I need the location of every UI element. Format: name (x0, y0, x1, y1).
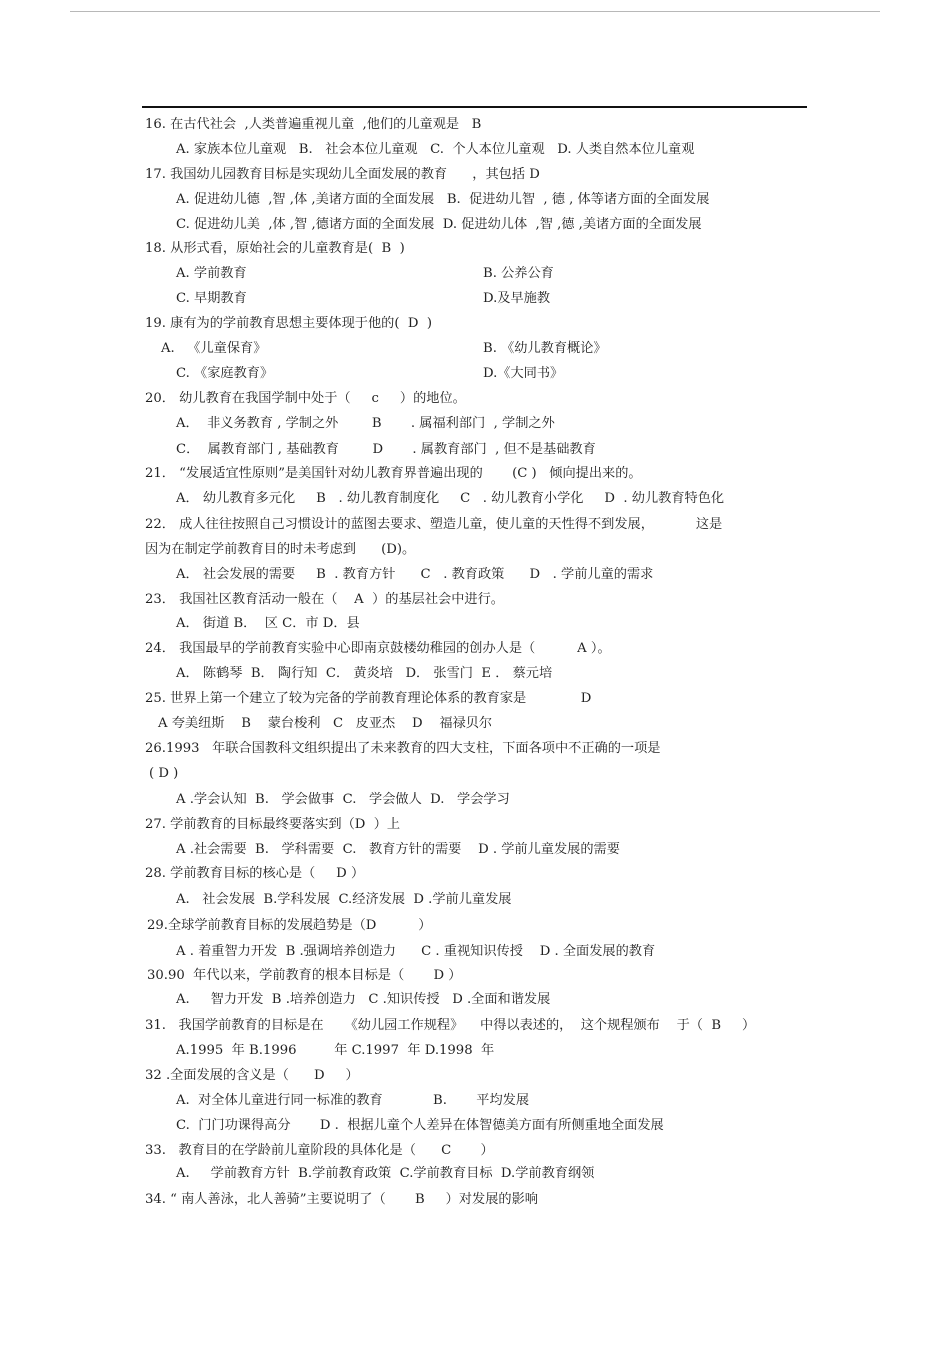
answer-options: A． 陈鹤琴 B． 陶行知 C． 黄炎培 D． 张雪门 E ． 蔡元培 (176, 666, 553, 681)
answer-options: A. 智力开发 B .培养创造力 C .知识传授 D .全面和谐发展 (176, 992, 551, 1007)
option-a: A. 学前教育 (176, 266, 247, 281)
question-stem: 21． “发展适宜性原则”是美国针对幼儿教育界普遍出现的 (C ) 倾向提出来的。 (145, 466, 642, 481)
answer-options: A . 着重智力开发 B .强调培养创造力 C . 重视知识传授 D . 全面发展的教育 (176, 944, 656, 959)
answer-options: A. 对全体儿童进行同一标准的教育 B. 平均发展 (176, 1093, 530, 1108)
content-top-rule (142, 106, 807, 108)
answer-options: A .社会需要 B. 学科需要 C. 教育方针的需要 D . 学前儿童发展的需要 (176, 842, 620, 857)
answer-options: C． 属教育部门 , 基础教育 D . 属教育部门 , 但不是基础教育 (176, 442, 596, 457)
question-stem: 16. 在古代社会 ,人类普遍重视儿童 ,他们的儿童观是 B (145, 117, 482, 132)
option-b: B. 《幼儿教育概论》 (483, 341, 607, 356)
question-stem: 26.1993 年联合国教科文组织提出了未来教育的四大支柱，下面各项中不正确的一项是 (145, 741, 661, 756)
option-d: D.及早施教 (483, 291, 551, 306)
answer-options: A. 家族本位儿童观 B. 社会本位儿童观 C. 个人本位儿童观 D. 人类自然本位儿童观 (176, 142, 695, 157)
answer-options: C. 门门功课得高分 D . 根据儿童个人差异在体智德美方面有所侧重地全面发展 (176, 1118, 664, 1133)
answer-options: A． 社会发展的需要 B . 教育方针 C . 教育政策 D . 学前儿童的需求 (176, 567, 654, 582)
answer-options: A. 促进幼儿德 ,智 ,体 ,美诸方面的全面发展 B. 促进幼儿智 , 德 , 体等诸方面的全面发展 (176, 192, 710, 207)
question-stem: 34. “ 南人善泳，北人善骑”主要说明了（ B ）对发展的影响 (145, 1192, 538, 1207)
answer-options: A． 幼儿教育多元化 B . 幼儿教育制度化 C . 幼儿教育小学化 D . 幼儿教育特色化 (176, 491, 725, 506)
question-stem: 23． 我国社区教育活动一般在（ A ）的基层社会中进行。 (145, 592, 504, 607)
question-stem: 28. 学前教育目标的核心是（ D ） (145, 866, 365, 881)
answer-options: C. 促进幼儿美 ,体 ,智 ,德诸方面的全面发展 D. 促进幼儿体 ,智 ,德 ,美诸方面的全面发展 (176, 217, 702, 232)
answer-options: A 夸美纽斯 B 蒙台梭利 C 皮亚杰 D 福禄贝尔 (158, 716, 493, 731)
option-a: A. 《儿童保育》 (161, 341, 267, 356)
question-stem: 31. 我国学前教育的目标是在 《幼儿园工作规程》 中得以表述的， 这个规程颁布 于（ B ） (145, 1018, 756, 1033)
answer-options: A． 非义务教育 , 学制之外 B . 属福利部门 , 学制之外 (176, 416, 555, 431)
question-stem-continued: 因为在制定学前教育目的时未考虑到 (D)。 (145, 542, 416, 557)
question-stem: 24． 我国最早的学前教育实验中心即南京鼓楼幼稚园的创办人是（ A ）。 (145, 641, 611, 656)
question-stem: 17. 我国幼儿园教育目标是实现幼儿全面发展的教育 ，其包括 D (145, 167, 540, 182)
question-stem: 25. 世界上第一个建立了较为完备的学前教育理论体系的教育家是 D (145, 691, 592, 706)
answer-options: A. 学前教育方针 B.学前教育政策 C.学前教育目标 D.学前教育纲领 (176, 1166, 595, 1181)
question-stem: 18. 从形式看，原始社会的儿童教育是( B ) (145, 241, 405, 256)
question-stem: 29.全球学前教育目标的发展趋势是（D ） (147, 918, 432, 933)
question-stem: 22． 成人往往按照自己习惯设计的蓝图去要求、塑造儿童，使儿童的天性得不到发展， 这是 (145, 517, 723, 532)
answer-options: A.1995 年 B.1996 年 C.1997 年 D.1998 年 (176, 1043, 495, 1058)
answer-options: A .学会认知 B. 学会做事 C. 学会做人 D. 学会学习 (176, 792, 510, 807)
option-c: C. 《家庭教育》 (176, 366, 274, 381)
option-d: D.《大同书》 (483, 366, 564, 381)
option-b: B. 公养公育 (483, 266, 554, 281)
answer-options: A. 社会发展 B.学科发展 C.经济发展 D .学前儿童发展 (176, 892, 512, 907)
answer-options: A． 街道 B． 区 C．市 D．县 (176, 616, 360, 631)
question-stem: 19. 康有为的学前教育思想主要体现于他的( D ) (145, 316, 432, 331)
page-top-border (70, 11, 880, 12)
question-answer: ( D ) (149, 766, 179, 781)
question-stem: 32 .全面发展的含义是（ D ） (145, 1068, 359, 1083)
question-stem: 27. 学前教育的目标最终要落实到（D ）上 (145, 817, 401, 832)
question-stem: 33. 教育目的在学龄前儿童阶段的具体化是（ C ） (145, 1143, 494, 1158)
question-stem: 30.90 年代以来，学前教育的根本目标是（ D ） (147, 968, 462, 983)
option-c: C. 早期教育 (176, 291, 247, 306)
question-stem: 20． 幼儿教育在我国学制中处于（ c ）的地位。 (145, 391, 466, 406)
